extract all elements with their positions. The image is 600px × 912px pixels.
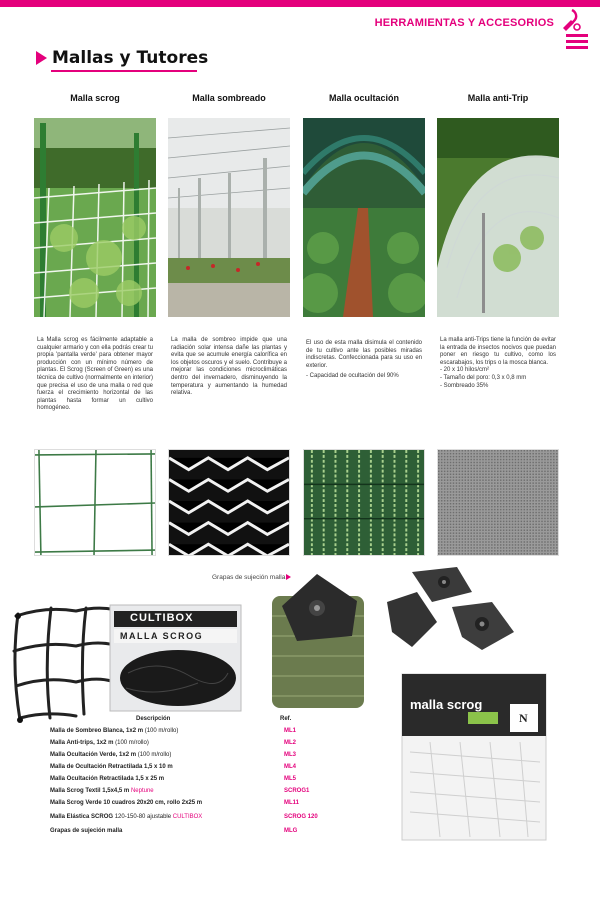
table-row bbox=[50, 728, 340, 737]
bag-brand-label: CULTIBOX bbox=[130, 612, 194, 624]
table-header-description: Descripción bbox=[136, 716, 171, 722]
table-row bbox=[50, 740, 340, 749]
heading-malla-scrog: Malla scrog bbox=[70, 93, 120, 103]
row-ref: MLG bbox=[284, 828, 298, 834]
clips-label-text: Grapas de sujeción malla bbox=[212, 574, 286, 581]
description-text: El uso de esta malla disimula el contenido de tu cultivo ante las posibles miradas indiscretas. Confeccionada para su uso en exterior. bbox=[306, 340, 422, 369]
photo-malla-scrog bbox=[34, 118, 156, 317]
description-malla-sombreado bbox=[171, 337, 287, 398]
pack-badge-logo: N bbox=[519, 711, 528, 725]
row-description: Malla Elástica SCROG bbox=[50, 814, 114, 820]
table-header-ref: Ref. bbox=[280, 716, 292, 722]
net-roll-with-clip-image bbox=[262, 566, 374, 712]
swatch-malla-ocultacion bbox=[303, 449, 425, 556]
title-underline bbox=[51, 70, 197, 72]
description-malla-anti-trip bbox=[440, 337, 556, 390]
row-description: Malla Ocultación Retractilada 1,5 x 25 m bbox=[50, 776, 165, 782]
section-title-text: Mallas y Tutores bbox=[52, 48, 209, 68]
row-ref: ML11 bbox=[284, 800, 300, 806]
row-description: Malla Scrog Verde 10 cuadros 20x20 cm, rollo 2x25 m bbox=[50, 800, 203, 806]
pack-product-label: malla scrog bbox=[410, 697, 483, 712]
swatch-malla-sombreado bbox=[168, 449, 290, 556]
section-title bbox=[36, 46, 208, 70]
row-description: Grapas de sujeción malla bbox=[50, 828, 123, 834]
table-row bbox=[50, 814, 340, 823]
description-malla-ocultacion bbox=[306, 340, 422, 381]
heading-malla-sombreado: Malla sombreado bbox=[192, 93, 266, 103]
description-text: La malla de sombreo impide que una radiación solar intensa dañe las plantas y evita que se acumule energía calorífica en los objetos oscuros y el suelo. Contribuye a mejorar las condiciones microclimáticas dentro del invernadero, disminuyendo la temperatura y aumentando la humedad relativa. bbox=[171, 337, 287, 397]
row-detail: (100 m/rollo) bbox=[143, 728, 179, 734]
row-ref: ML4 bbox=[284, 764, 296, 770]
net-clips-image bbox=[382, 562, 520, 654]
row-description: Malla de Sombreo Blanca, 1x2 m bbox=[50, 728, 144, 734]
bullet-item: - Capacidad de ocultación del 90% bbox=[306, 373, 399, 380]
top-accent-bar bbox=[0, 0, 600, 7]
row-description: Malla Anti-trips, 1x2 m bbox=[50, 740, 114, 746]
arrow-icon bbox=[36, 51, 47, 65]
row-detail: (100 m/rollo) bbox=[136, 752, 172, 758]
row-ref: ML5 bbox=[284, 776, 296, 782]
table-row bbox=[50, 776, 340, 785]
description-text: La Malla scrog es fácilmente adaptable a cualquier armario y con ella podrás crear tu propia 'pantalla verde' para obtener mayor producción con un mínimo número de plantas. El Scrog (Screen of Green) es una técnica de cultivo (normalmente en interior) que precisa el uso de una malla o red que fuerza el crecimiento horizontal de las plantas hasta formar un cultivo homogéneo. bbox=[37, 337, 153, 412]
row-description: Malla Scrog Textil 1,5x4,5 m bbox=[50, 788, 131, 794]
bullet-item: - Tamaño del poro: 0,3 x 0,8 mm bbox=[440, 374, 527, 381]
row-description: Malla de Ocultación Retractilada 1,5 x 10 m bbox=[50, 764, 173, 770]
bullet-item: - 20 x 10 hilos/cm² bbox=[440, 367, 490, 374]
heading-malla-anti-trip: Malla anti-Trip bbox=[467, 93, 529, 103]
row-ref: ML1 bbox=[284, 728, 296, 734]
decorative-lines bbox=[566, 31, 588, 49]
description-text: La malla anti-Trips tiene la función de evitar la entrada de insectos nocivos que puedan poner en riesgo tu cultivo, como los escarabajos, los trips o la mosca blanca. bbox=[440, 337, 556, 366]
photo-malla-anti-trip bbox=[437, 118, 559, 317]
table-row bbox=[50, 788, 340, 797]
row-brand: CULTIBOX bbox=[172, 814, 203, 820]
table-row bbox=[50, 764, 340, 773]
row-detail: (100 m/rollo) bbox=[113, 740, 149, 746]
photo-malla-ocultacion bbox=[303, 118, 425, 317]
row-description: Malla Ocultación Verde, 1x2 m bbox=[50, 752, 137, 758]
heading-malla-ocultacion: Malla ocultación bbox=[328, 93, 399, 103]
bullet-item: - Sombreado 35% bbox=[440, 382, 489, 389]
photo-malla-sombreado bbox=[168, 118, 290, 317]
swatch-malla-anti-trip bbox=[437, 449, 559, 556]
table-row bbox=[50, 828, 340, 837]
row-ref: SCROG 120 bbox=[284, 814, 318, 820]
row-detail: 120-150-80 ajustable bbox=[113, 814, 173, 820]
row-ref: ML2 bbox=[284, 740, 296, 746]
swatch-malla-scrog bbox=[34, 449, 156, 556]
table-row bbox=[50, 752, 340, 761]
table-row bbox=[50, 800, 340, 809]
category-title: HERRAMIENTAS Y ACCESORIOS bbox=[374, 17, 554, 29]
description-malla-scrog bbox=[37, 337, 153, 413]
bag-product-label: MALLA SCROG bbox=[120, 631, 204, 641]
row-ref: ML3 bbox=[284, 752, 296, 758]
row-brand: Neptune bbox=[130, 788, 154, 794]
row-ref: SCROG1 bbox=[284, 788, 310, 794]
